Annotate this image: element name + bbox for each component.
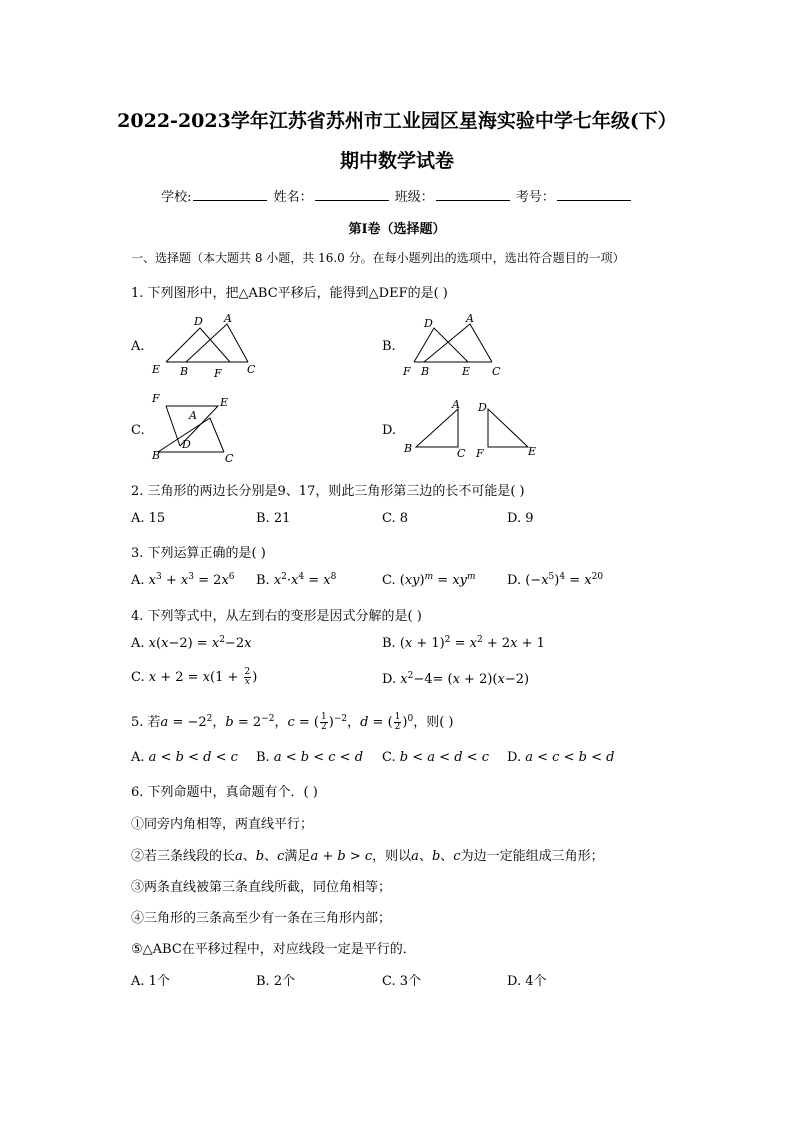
exam-no-blank[interactable]: [557, 188, 631, 201]
q6-option-d[interactable]: D. 4个: [507, 974, 547, 989]
q1a-label-e: E: [152, 363, 161, 376]
q1-figure-a: [148, 310, 268, 380]
q1-option-b-label[interactable]: B.: [382, 339, 396, 354]
q1b-label-d: D: [424, 317, 433, 330]
q2-stem: 2. 三角形的两边长分别是9、17，则此三角形第三边的长不可能是( ): [131, 484, 525, 499]
q6-option-b[interactable]: B. 2个: [256, 974, 296, 989]
section-title: 第Ⅰ卷（选择题）: [348, 222, 446, 237]
q2-option-a[interactable]: A. 15: [131, 511, 166, 526]
q3d-letter: D.: [507, 573, 522, 588]
q6-stem: 6. 下列命题中，真命题有个．( ): [131, 785, 318, 800]
class-label: 班级：: [394, 190, 434, 205]
q1-option-c-label[interactable]: C.: [131, 423, 145, 438]
q1-option-a-label[interactable]: A.: [131, 339, 145, 354]
q6-statement-4: ④三角形的三条高至少有一条在三角形内部；: [131, 911, 392, 926]
q4-option-b[interactable]: B. $(x + 1)^2 = x^2 + 2x + 1$: [382, 635, 545, 651]
q6-option-a[interactable]: A. 1个: [131, 974, 170, 989]
q1b-label-c: C: [492, 365, 501, 378]
name-label: 姓名：: [273, 190, 313, 205]
q1b-label-e: E: [462, 365, 471, 378]
q1d-label-a: A: [452, 398, 460, 411]
exam-title-line2: 期中数学试卷: [339, 150, 454, 172]
q5b-letter: B.: [256, 750, 270, 765]
q6-statement-5: ⑤△ABC在平移过程中，对应线段一定是平行的．: [131, 942, 416, 957]
class-blank[interactable]: [436, 188, 510, 201]
q3-option-b[interactable]: B. $x^2\cdot x^4 = x^8$: [256, 572, 337, 588]
q5-option-d[interactable]: D. a < c < b < d: [507, 750, 615, 765]
school-blank[interactable]: [193, 188, 267, 201]
q3b-letter: B.: [256, 573, 270, 588]
q6-statement-1: ①同旁内角相等，两直线平行；: [131, 817, 314, 832]
q5-option-b[interactable]: B. a < b < c < d: [256, 750, 364, 765]
exam-title-line1: 2022-2023学年江苏省苏州市工业园区星海实验中学七年级(下）: [117, 110, 677, 132]
q1c-label-e: E: [220, 396, 229, 409]
q4-option-c[interactable]: C. x + 2 = x(1 + $\frac{2}{x}$ ): [131, 667, 258, 687]
section-instruction: 一、选择题（本大题共 8 小题，共 16.0 分。在每小题列出的选项中，选出符合题目的一项）: [131, 251, 625, 265]
q1-figure-c: [148, 390, 258, 470]
q4a-letter: A.: [131, 636, 145, 651]
q3a-letter: A.: [131, 573, 145, 588]
q1d-label-c: C: [457, 447, 466, 460]
q5a-letter: A.: [131, 750, 145, 765]
q1c-label-a: A: [189, 409, 197, 422]
q1c-label-d: D: [182, 438, 191, 451]
q3c-letter: C.: [382, 573, 396, 588]
q1b-label-b: B: [421, 365, 430, 378]
q1a-label-f: F: [214, 367, 222, 380]
q5-option-c[interactable]: C. b < a < d < c: [382, 750, 489, 765]
q1a-label-c: C: [247, 363, 256, 376]
q1d-label-b: B: [404, 442, 413, 455]
q1-figure-b: [398, 310, 518, 380]
q5-option-a[interactable]: A. a < b < d < c: [131, 750, 238, 765]
q2-option-c[interactable]: C. 8: [382, 511, 409, 526]
name-blank[interactable]: [315, 188, 389, 201]
q3-option-a[interactable]: A. $x^3 + x^3 = 2x^6$: [131, 572, 235, 588]
q1-option-d-label[interactable]: D.: [382, 423, 397, 438]
student-info-line: [0, 186, 794, 205]
q1d-label-e: E: [528, 445, 537, 458]
q1-figure-d: [400, 395, 550, 465]
q4d-letter: D.: [382, 672, 397, 687]
q1b-label-a: A: [466, 312, 474, 325]
q6-statement-3: ③两条直线被第三条直线所截，同位角相等；: [131, 880, 392, 895]
q1d-label-f: F: [476, 447, 484, 460]
q1d-label-d: D: [478, 401, 487, 414]
q5d-letter: D.: [507, 750, 522, 765]
q2-option-b[interactable]: B. 21: [256, 511, 291, 526]
q4-option-a[interactable]: A. $x(x-2) = x^2-2x$: [131, 635, 252, 651]
q5c-letter: C.: [382, 750, 396, 765]
q4-stem: 4. 下列等式中，从左到右的变形是因式分解的是( ): [131, 609, 422, 624]
q1-stem: 1. 下列图形中，把△ABC平移后，能得到△DEF的是( ): [131, 286, 448, 301]
school-label: 学校:: [161, 190, 192, 205]
q6-option-c[interactable]: C. 3个: [382, 974, 422, 989]
q2-option-d[interactable]: D. 9: [507, 511, 534, 526]
q1a-label-a: A: [224, 312, 232, 325]
q3-option-c[interactable]: C. $(xy)^m = xy^m$: [382, 572, 476, 588]
q1a-label-b: B: [180, 365, 189, 378]
q3-stem: 3. 下列运算正确的是( ): [131, 546, 266, 561]
q5-stem: 5. 若$a = -2^2$，$b = 2^{-2}$，c = ( $\frac{1}{2}$ )$^{-2}$，d = ( $\frac{1}{2}$ )$^0$，则( ): [131, 712, 454, 732]
q4-option-d[interactable]: D. $x^2-4= (x + 2)(x-2)$: [382, 671, 530, 687]
q1c-label-f: F: [152, 392, 160, 405]
q1b-label-f: F: [403, 365, 411, 378]
exam-no-label: 考号：: [515, 190, 555, 205]
q6-statement-2: ②若三条线段的长a、b、c满足a + b > c，则以a、b、c为边一定能组成三角形；: [131, 849, 604, 864]
q4b-letter: B.: [382, 636, 396, 651]
q1a-label-d: D: [194, 315, 203, 328]
q1c-label-b: B: [152, 449, 161, 462]
q1c-label-c: C: [225, 452, 234, 465]
q4c-letter: C.: [131, 670, 145, 685]
q3-option-d[interactable]: D. $(-x^5)^4 = x^{20}$: [507, 572, 604, 588]
